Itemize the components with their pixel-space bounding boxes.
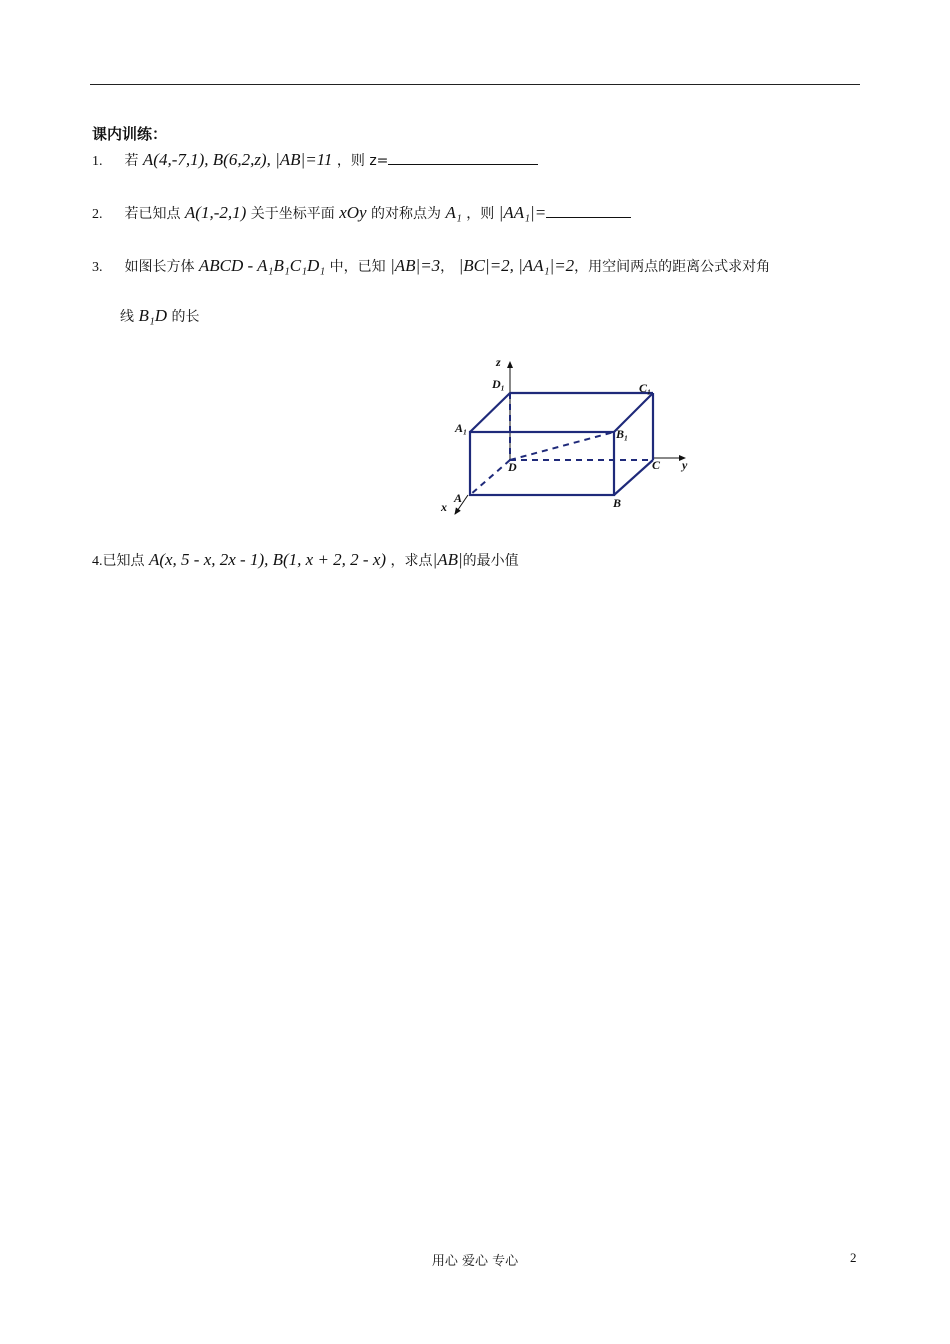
answer-blank[interactable] bbox=[546, 203, 631, 218]
problem-text: ，用空间两点的距离公式求对角 bbox=[574, 259, 771, 275]
problem-text: 已知点 bbox=[102, 553, 145, 569]
label-x: x bbox=[441, 500, 447, 514]
problem-text: 关于坐标平面 bbox=[250, 206, 335, 222]
problem-text: 的长 bbox=[171, 309, 200, 325]
problem-text: ，求点 bbox=[390, 553, 433, 569]
problem-3-continued bbox=[120, 306, 199, 326]
math-expression: |BC|=2, |AA₁|=2 bbox=[458, 256, 575, 275]
math-expression: A(4,-7,1), B(6,2,z), |AB|=11 bbox=[142, 150, 333, 169]
label-D: D bbox=[508, 460, 517, 474]
problem-text: 若 bbox=[124, 153, 139, 169]
problem-number: 3. bbox=[92, 260, 103, 275]
label-A: A bbox=[454, 491, 463, 505]
cuboid-figure bbox=[430, 352, 700, 522]
math-expression: ABCD - A₁B₁C₁D₁ bbox=[198, 256, 326, 275]
problem-number: 1. bbox=[92, 154, 103, 169]
problem-text: 线 bbox=[120, 309, 134, 325]
label-C: C bbox=[652, 458, 661, 472]
label-C1: C₁ bbox=[639, 381, 652, 395]
math-expression: A(1,-2,1) bbox=[184, 203, 247, 222]
math-expression: xOy bbox=[339, 203, 367, 222]
problem-text: ，则 z= bbox=[336, 153, 389, 169]
label-B: B bbox=[613, 496, 622, 510]
problem-text: ，则 bbox=[466, 206, 495, 222]
footer-motto: 用心 爱心 专心 bbox=[431, 1254, 519, 1269]
math-expression: B₁D bbox=[138, 306, 168, 325]
label-D1: D₁ bbox=[492, 377, 505, 391]
visible-edges bbox=[470, 393, 653, 495]
problem-4 bbox=[92, 550, 519, 570]
label-z: z bbox=[496, 355, 501, 369]
problem-number: 2. bbox=[92, 207, 103, 222]
answer-blank[interactable] bbox=[388, 150, 538, 165]
math-expression: A₁ bbox=[445, 203, 462, 222]
problem-text: 中，已知 bbox=[329, 259, 386, 275]
problem-3 bbox=[92, 256, 770, 276]
problem-1 bbox=[92, 150, 538, 170]
header-rule bbox=[90, 84, 860, 85]
problem-text: ， bbox=[440, 259, 455, 275]
problem-number: 4. bbox=[92, 554, 103, 569]
section-title: 课内训练： bbox=[92, 125, 168, 143]
problem-text: 的对称点为 bbox=[371, 206, 442, 222]
label-A1: A₁ bbox=[455, 421, 468, 435]
math-expression: |AB|=3 bbox=[390, 256, 441, 275]
page-number: 2 bbox=[850, 1250, 857, 1265]
label-y: y bbox=[682, 458, 688, 472]
hidden-edges bbox=[470, 393, 653, 495]
problem-text: 如图长方体 bbox=[124, 259, 195, 275]
label-B1: B₁ bbox=[616, 427, 629, 441]
math-expression: A(x, 5 - x, 2x - 1), B(1, x + 2, 2 - x) bbox=[148, 550, 387, 569]
problem-text: 若已知点 bbox=[124, 206, 181, 222]
problem-text: 的最小值 bbox=[462, 553, 519, 569]
math-expression: |AA₁|= bbox=[498, 203, 547, 222]
problem-2 bbox=[92, 203, 631, 223]
math-expression: |AB| bbox=[432, 550, 463, 569]
